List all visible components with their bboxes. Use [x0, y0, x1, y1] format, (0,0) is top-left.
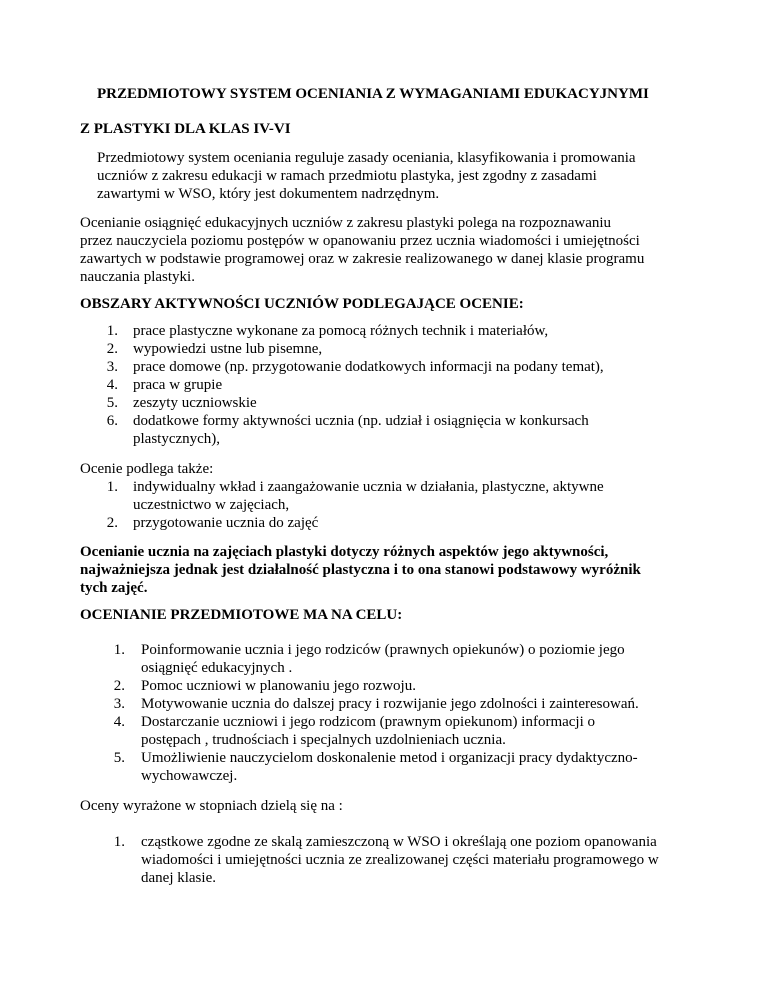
list-number: 1.	[113, 834, 125, 850]
areas-heading: OBSZARY AKTYWNOŚCI UCZNIÓW PODLEGAJĄCE OCENIE:	[80, 296, 524, 312]
list-item: Umożliwienie nauczycielom doskonalenie metod i organizacji pracy dydaktyczno-	[141, 750, 638, 766]
list-item: cząstkowe zgodne ze skalą zamieszczoną w WSO i określają one poziom opanowania	[141, 834, 657, 850]
bold-paragraph-line: najważniejsza jednak jest działalność plastyczna i to ona stanowi podstawowy wyróżnik	[80, 562, 641, 578]
list-number: 2.	[106, 515, 118, 531]
list-item: praca w grupie	[133, 377, 223, 393]
list-item: przygotowanie ucznia do zajęć	[133, 515, 319, 531]
list-number: 1.	[106, 323, 118, 339]
list-number: 6.	[106, 413, 118, 429]
grades-heading: Oceny wyrażone w stopniach dzielą się na :	[80, 798, 343, 814]
list-item: dodatkowe formy aktywności ucznia (np. udział i osiągnięcia w konkursach	[133, 413, 589, 429]
list-number: 2.	[106, 341, 118, 357]
intro-line: zawartymi w WSO, który jest dokumentem nadrzędnym.	[97, 186, 440, 202]
list-number: 4.	[106, 377, 118, 393]
list-item-continued: wiadomości i umiejętności ucznia ze zrealizowanej części materiału programowego w	[141, 852, 659, 868]
assessment-line: zawartych w podstawie programowej oraz w zakresie realizowanego w danej klasie programu	[80, 251, 645, 267]
list-number: 2.	[113, 678, 125, 694]
list-number: 3.	[106, 359, 118, 375]
document-title: PRZEDMIOTOWY SYSTEM OCENIANIA Z WYMAGANIAMI EDUKACYJNYMI	[97, 86, 649, 102]
list-item: wypowiedzi ustne lub pisemne,	[133, 341, 323, 357]
intro-line: Przedmiotowy system oceniania reguluje zasady oceniania, klasyfikowania i promowania	[97, 150, 636, 166]
list-item-continued: postępach , trudnościach i specjalnych uzdolnieniach ucznia.	[141, 732, 506, 748]
assessment-line: nauczania plastyki.	[80, 269, 195, 285]
intro-line: uczniów z zakresu edukacji w ramach przedmiotu plastyka, jest zgodny z zasadami	[97, 168, 597, 184]
list-number: 5.	[106, 395, 118, 411]
assessment-line: przez nauczyciela poziomu postępów w opanowaniu przez ucznia wiadomości i umiejętności	[80, 233, 640, 249]
list-number: 3.	[113, 696, 125, 712]
list-number: 1.	[106, 479, 118, 495]
list-number: 1.	[113, 642, 125, 658]
list-item: Pomoc uczniowi w planowaniu jego rozwoju.	[141, 678, 416, 694]
list-item: Poinformowanie ucznia i jego rodziców (prawnych opiekunów) o poziomie jego	[141, 642, 625, 658]
bold-paragraph-line: tych zajęć.	[80, 580, 148, 596]
also-heading: Ocenie podlega także:	[80, 461, 214, 477]
list-item: Motywowanie ucznia do dalszej pracy i rozwijanie jego zdolności i zainteresowań.	[141, 696, 639, 712]
list-item: indywidualny wkład i zaangażowanie ucznia w działania, plastyczne, aktywne	[133, 479, 604, 495]
list-item-continued: wychowawczej.	[141, 768, 238, 784]
list-item-continued: osiągnięć edukacyjnych .	[141, 660, 293, 676]
list-item: prace plastyczne wykonane za pomocą różnych technik i materiałów,	[133, 323, 549, 339]
list-item-continued: danej klasie.	[141, 870, 216, 886]
list-item: zeszyty uczniowskie	[133, 395, 257, 411]
list-item-continued: uczestnictwo w zajęciach,	[133, 497, 290, 513]
list-number: 4.	[113, 714, 125, 730]
list-number: 5.	[113, 750, 125, 766]
goals-heading: OCENIANIE PRZEDMIOTOWE MA NA CELU:	[80, 607, 403, 623]
assessment-line: Ocenianie osiągnięć edukacyjnych uczniów z zakresu plastyki polega na rozpoznawaniu	[80, 215, 612, 231]
bold-paragraph-line: Ocenianie ucznia na zajęciach plastyki dotyczy różnych aspektów jego aktywności,	[80, 544, 609, 560]
document-subtitle: Z PLASTYKI DLA KLAS IV-VI	[80, 121, 291, 137]
list-item: Dostarczanie uczniowi i jego rodzicom (prawnym opiekunom) informacji o	[141, 714, 596, 730]
list-item: prace domowe (np. przygotowanie dodatkowych informacji na podany temat),	[133, 359, 604, 375]
list-item-continued: plastycznych),	[133, 431, 221, 447]
